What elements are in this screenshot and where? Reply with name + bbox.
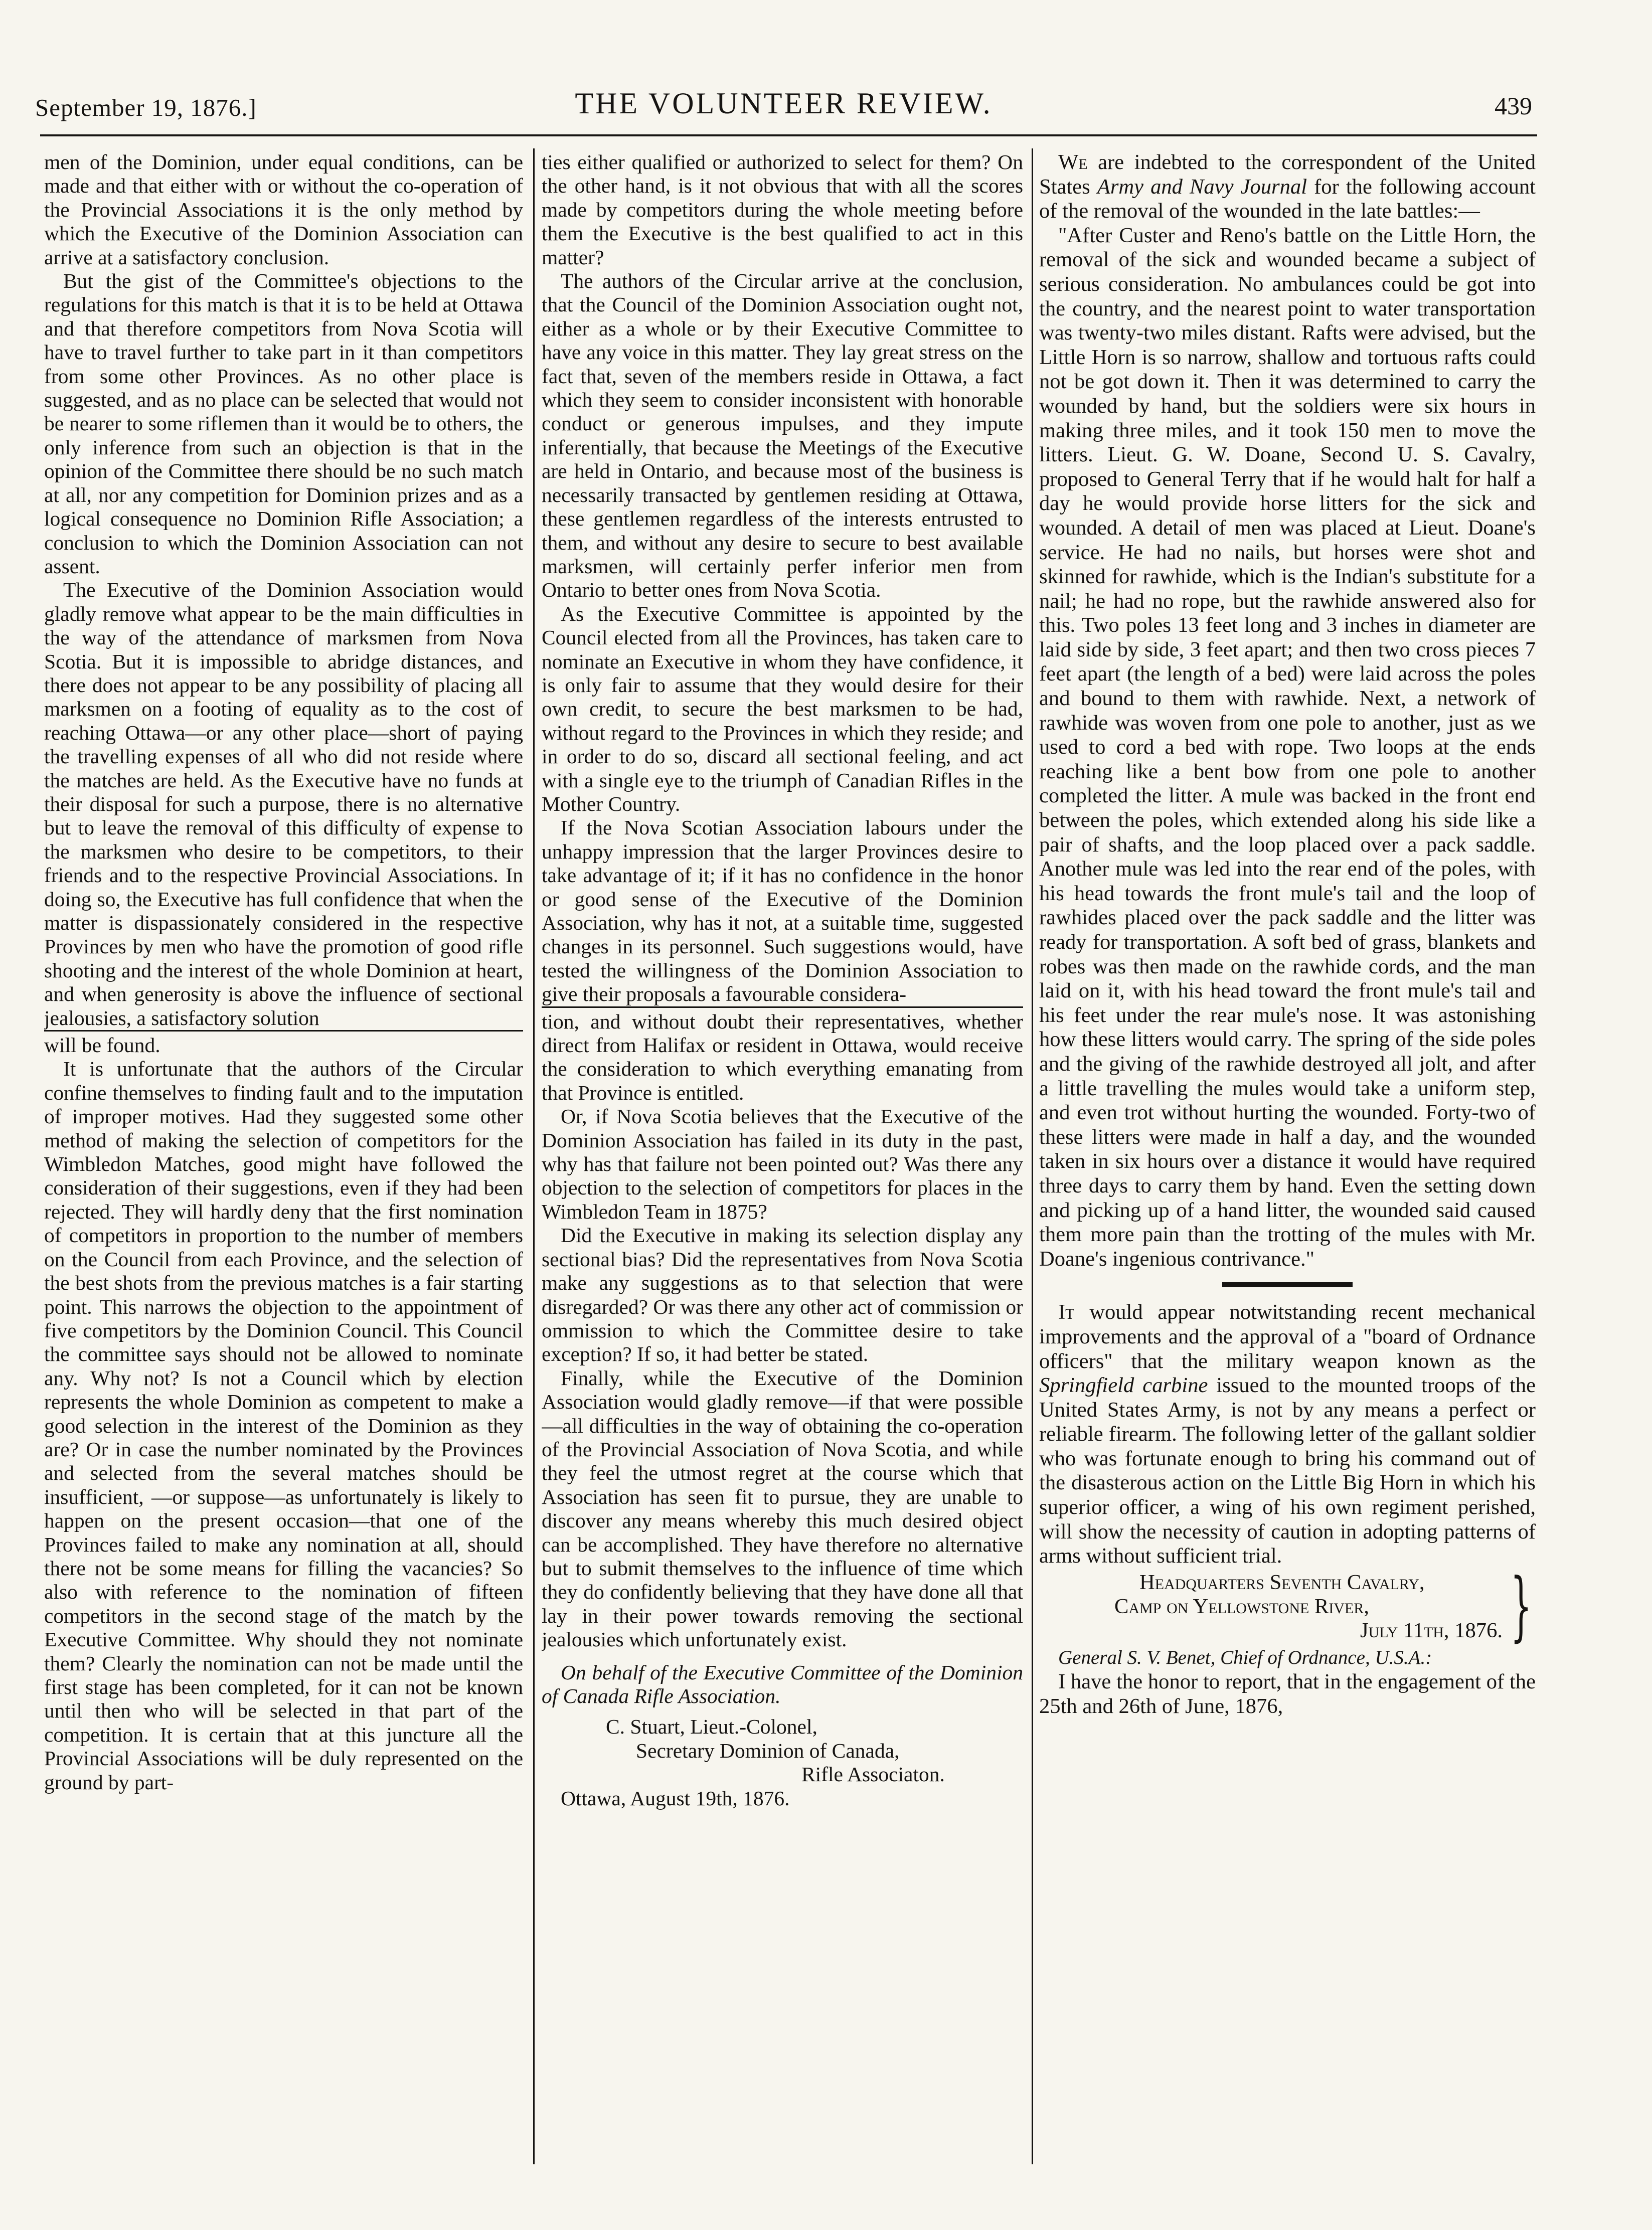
section-rule [1222, 1282, 1353, 1287]
column-3 [1039, 150, 1536, 2166]
intro-lead-word: We [1058, 150, 1088, 174]
col2-paragraph-1: ties either qualified or authorized to select for them? On the other hand, is it not obvious that with all the scores made by competitors during the whole meeting before them the Executive is the best qualified to act in this matter? [542, 150, 1023, 269]
publication-title: THE VOLUNTEER REVIEW. [575, 87, 993, 120]
col2-paragraph-5: Or, if Nova Scotia believes that the Executive of the Dominion Association has failed in its duty in the past, why has that failure not been pointed out? Was there any objection to the selection of competitors for places in the Wimbledon Team in 1875? [542, 1105, 1023, 1223]
col2-paragraph-4-end: tion, and without doubt their representatives, whether direct from Halifax or resident in Ottawa, would receive the consideration to which everything emanating from that Province is entitled. [542, 1009, 1023, 1104]
column-cut-rule [44, 1030, 523, 1032]
headquarters-line-3: July 11th, 1876. [1360, 1618, 1503, 1642]
header-rule [40, 134, 1537, 136]
col2-paragraph-4: If the Nova Scotian Association labours under the unhappy impression that the larger Provinces desire to take advantage of it; if it has no confidence in the honor or good sense of the Executive of the Dominion Association, why has it not, at a suitable time, suggested changes in its personnel. Such suggestions would, have tested the willingness of the Dominion Association to give their proposals a favourable considera- [542, 816, 1023, 1006]
letter-opening: I have the honor to report, that in the engagement of the 25th and 26th of June, 1876, [1039, 1670, 1536, 1719]
headquarters-line-2: Camp on Yellowstone River, [1114, 1594, 1370, 1618]
intro-text: are indebted to the correspondent of the United States [1039, 150, 1536, 199]
brace-glyph: } [1510, 1562, 1532, 1650]
column-2 [542, 150, 1023, 2166]
col2-paragraph-2: The authors of the Circular arrive at the conclusion, that the Council of the Dominion Association ought not, either as a whole or by their Executive Committee to have any voice in this matter. They lay great stress on the fact that, seven of the members reside in Ottawa, a fact which they seem to consider inconsistent with honorable conduct or generous impulses, and they impute inferentially, that because the Meetings of the Executive are held in Ontario, and because most of the business is necessarily transacted by gentlemen residing at Ottawa, these gentlemen regardless of the interests entrusted to them, and without any desire to secure to best available marksmen, will certainly perfer inferior men from Ontario to better ones from Nova Scotia. [542, 269, 1023, 602]
on-behalf-line: On behalf of the Executive Committee of the Dominion of Canada Rifle Association. [542, 1660, 1023, 1707]
issue-date: September 19, 1876.] [35, 94, 257, 121]
paragraph-2-text-a: would appear notwitstanding recent mechanical improvements and the approval of a "board of Ordnance officers" that the military weapon known as the [1039, 1300, 1536, 1373]
col3-paragraph-2 [1039, 1300, 1536, 1569]
col2-paragraph-6: Did the Executive in making its selection display any sectional bias? Did the representatives from Nova Scotia make any suggestions as to that selection that were disregarded? Or was there any other act of commission or ommission to which the Committee desire to take exception? If so, it had better be stated. [542, 1224, 1023, 1366]
intro-rest: for the following account of the removal of the wounded in the late battles:— [1039, 175, 1536, 223]
column-1 [44, 150, 523, 2166]
page-header [35, 84, 1532, 129]
column-divider-2 [1032, 148, 1033, 2164]
paragraph-2-text-b: issued to the mounted troops of the United States Army, is not by any means a perfect or reliable firearm. The following letter of the gallant soldier who was fortunate enough to bring his command out of the disasterous action on the Little Big Horn in which his superior officer, a wing of his own regiment perished, will show the necessity of caution in adopting patterns of arms without sufficient trial. [1039, 1374, 1536, 1568]
headquarters-line-1: Headquarters Seventh Cavalry, [1139, 1570, 1425, 1594]
page-number: 439 [1495, 92, 1532, 120]
signature-title: Secretary Dominion of Canada, [636, 1739, 900, 1762]
col2-paragraph-7: Finally, while the Executive of the Dominion Association would gladly remove—if that were possible—all difficulties in the way of obtaining the co-operation of the Provincial Association of Nova Scotia, and while they feel the utmost regret at the course which that Association has seen fit to pursue, they are unable to discover any means whereby this much desired object can be accomplished. They have therefore no alternative but to submit themselves to the influence of time which they do confidently believing that they have done all that lay in their power towards removing the sectional jealousies which unfortunately exist. [542, 1366, 1023, 1651]
journal-name: Army and Navy Journal [1097, 175, 1307, 199]
col3-intro [1039, 150, 1536, 224]
letter-addressee: General S. V. Benet, Chief of Ordnance, U.S.A.: [1058, 1646, 1432, 1668]
col2-paragraph-3: As the Executive Committee is appointed by the Council elected from all the Provinces, has taken care to nominate an Executive in whom they have confidence, it is only fair to assume that they would desire for their own credit, to secure the best marksmen to be had, without regard to the Provinces in which they reside; and in order to do so, discard all sectional feeling, and act with a single eye to the triumph of Canadian Rifles in the Mother Country. [542, 602, 1023, 815]
carbine-name: Springfield carbine [1039, 1374, 1208, 1398]
signature-association: Rifle Associaton. [801, 1763, 945, 1786]
col3-quote: "After Custer and Reno's battle on the Little Horn, the removal of the sick and wounded became a subject of serious consideration. No ambulances could be got into the country, and the nearest point to water transportation was twenty-two miles distant. Rafts were advised, but the Little Horn is so narrow, shallow and tortuous rafts could not be got down it. Then it was determined to carry the wounded by hand, but the soldiers were six hours in making three miles, and it took 150 men to move the litters. Lieut. G. W. Doane, Second U. S. Cavalry, proposed to General Terry that if he would halt for half a day he would provide horse litters for the sick and wounded. A detail of men was placed at Lieut. Doane's service. He had no nails, but horses were shot and skinned for rawhide, which is the Indian's substitute for a nail; he had no rope, but the rawhide answered also for this. Two poles 13 feet long and 3 inches in diameter are laid side by side, 3 feet apart; and then two cross pieces 7 feet apart (the length of a bed) were laid across the poles and bound to them with rawhide. Next, a network of rawhide was woven from one pole to another, just as we used to cord a bed with rope. Two loops at the ends reaching like a bent bow from one pole to another completed the litter. A mule was backed in the front end between the poles, which extended along his side like a pair of shafts, and the loop placed over a pack saddle. Another mule was led into the rear end of the poles, with his head towards the front mule's tail and the loop of rawhides placed over the pack saddle and the litter was ready for transportation. A soft bed of grass, blankets and robes was then made on the rawhide cords, and the man laid on it, with his head toward the front mule's tail and his feet under the rear mule's nose. It was astonishing how these litters would carry. The spring of the side poles and the giving of the rawhide destroyed all jolt, and after a little travelling the mules would take a uniform step, and even trot without hurting the wounded. Forty-two of these litters were made in half a day, and the wounded taken in six hours over a distance it would have required three days to carry them by hand. Even the setting down and picking up of a hand litter, the wounded said caused them more pain than the trotting of the mules with Mr. Doane's ingenious contrivance." [1039, 223, 1536, 1271]
col1-paragraph-3-end: will be found. [44, 1034, 160, 1057]
signature-name: C. Stuart, Lieut.-Colonel, [606, 1715, 817, 1739]
col1-paragraph-2: But the gist of the Committee's objections to the regulations for this match is that it is to be held at Ottawa and that therefore competitors from Nova Scotia will have to travel further to take part in it than competitors from some other Provinces. As no other place is suggested, and as no place can be selected that would not be nearer to some riflemen than it would be to others, the only inference from such an objection is that in the opinion of the Committee there should be no such match at all, nor any competition for Dominion prizes and as a logical consequence no Dominion Rifle Association; a conclusion to which the Dominion Association can not assent. [44, 269, 523, 578]
signature-place-date: Ottawa, August 19th, 1876. [561, 1786, 790, 1810]
col1-paragraph-1: men of the Dominion, under equal conditions, can be made and that either with or without the co-operation of the Provincial Associations it is the only method by which the Executive of the Dominion Association can arrive at a satisfactory conclusion. [44, 150, 523, 269]
col1-paragraph-4: It is unfortunate that the authors of the Circular confine themselves to finding fault and to the imputation of improper motives. Had they suggested some other method of making the selection of competitors for the Wimbledon Matches, good might have followed the consideration of their suggestions, even if they had been rejected. They will hardly deny that the first nomination of competitors in proportion to the number of members on the Council from each Province, and the selection of the best shots from the previous matches is a fair starting point. This narrows the objection to the appointment of five competitors by the Dominion Council. This Council the committee says should not be allowed to nominate any. Why not? Is not a Council which by election represents the whole Dominion as competent to make a good selection in the interest of the Dominion as they are? Or in case the number nominated by the Provinces and selected from the several matches should be insufficient, —or suppose—as unfortunately is likely to happen on the present occasion—that one of the Provinces failed to make any nomination at all, should there not be some means for filling the vacancies? So also with reference to the nomination of fifteen competitors in the second stage of the match by the Executive Committee. Why should they not nominate them? Clearly the nomination can not be made until the first stage has been completed, for it can not be known until then who will be selected in that part of the competition. It is certain that at this juncture all the Provincial Associations will be duly represented on the ground by part- [44, 1057, 523, 1794]
paragraph-lead-word: It [1058, 1300, 1075, 1324]
col1-paragraph-3: The Executive of the Dominion Association would gladly remove what appear to be the main difficulties in the way of the attendance of marksmen from Nova Scotia. But it is impossible to abridge distances, and there does not appear to be any possibility of placing all marksmen on a footing of equality as to the cost of reaching Ottawa—or any other place—short of paying the travelling expenses of all who did not reside where the matches are held. As the Executive have no funds at their disposal for such a purpose, there is no alternative but to leave the removal of this difficulty of expense to the marksmen who desire to be competitors, to their friends and to the respective Provincial Associations. In doing so, the Executive has full confidence that when the matter is dispassionately considered in the respective Provinces by men who have the promotion of good rifle shooting and the interest of the whole Dominion at heart, and when generosity is above the influence of sectional jealousies, a satisfactory solution [44, 578, 523, 1030]
column-cut-rule [542, 1006, 1023, 1008]
headquarters-block [1039, 1562, 1536, 1650]
column-divider-1 [533, 148, 535, 2164]
